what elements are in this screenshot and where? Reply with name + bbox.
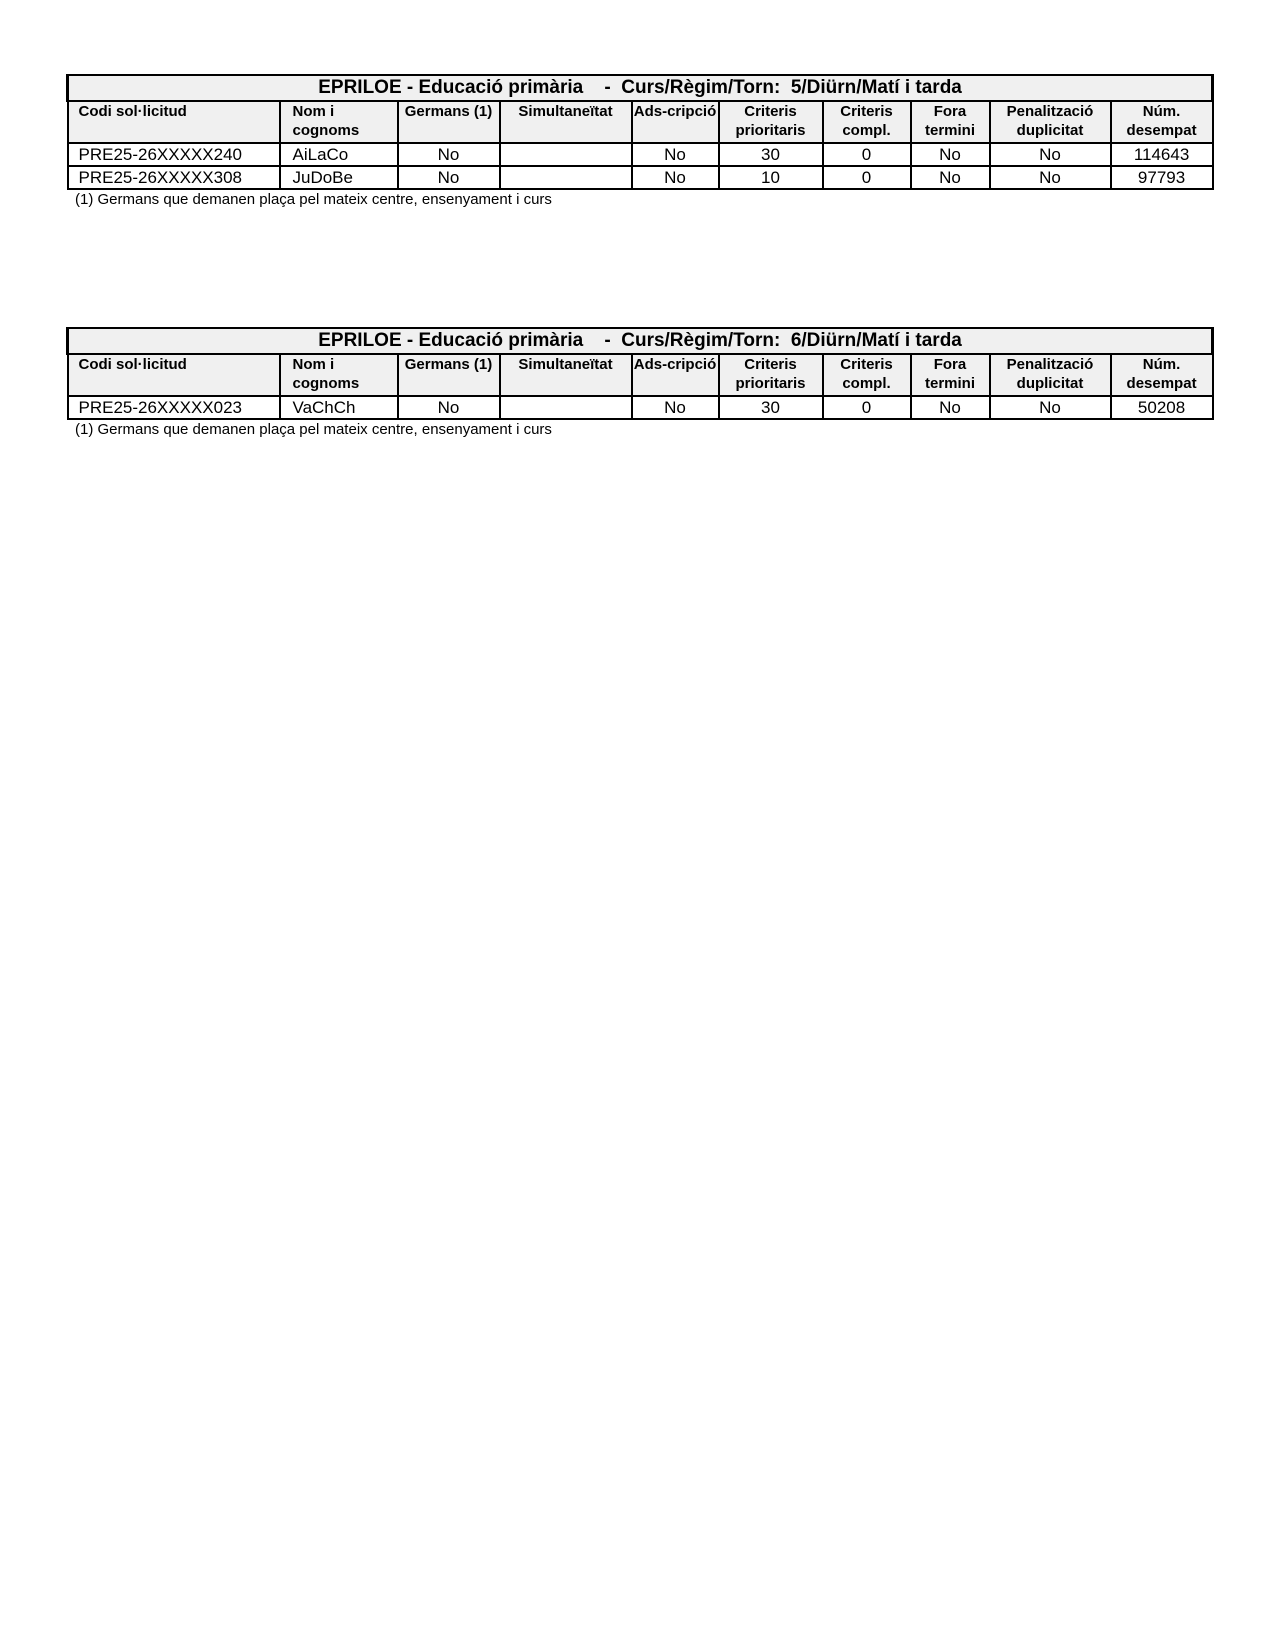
col-header-codi: Codi sol·licitud: [68, 101, 280, 143]
col-header-germans: Germans (1): [398, 354, 500, 396]
cell-codi: PRE25-26XXXXX023: [68, 396, 280, 419]
cell-simultaneitat: [500, 166, 632, 189]
cell-simultaneitat: [500, 396, 632, 419]
cell-fora-termini: No: [911, 166, 990, 189]
cell-adscripcio: No: [632, 143, 719, 166]
cell-germans: No: [398, 396, 500, 419]
cell-penalitzacio: No: [990, 166, 1111, 189]
cell-criteris-compl: 0: [823, 396, 911, 419]
footnote: (1) Germans que demanen plaça pel mateix centre, ensenyament i curs: [75, 421, 552, 438]
cell-nom: AiLaCo: [280, 143, 398, 166]
table-row: [68, 166, 1213, 189]
cell-germans: No: [398, 166, 500, 189]
col-header-fora-termini: Fora termini: [911, 354, 990, 396]
cell-num-desempat: 114643: [1111, 143, 1213, 166]
col-header-num-desempat: Núm. desempat: [1111, 354, 1213, 396]
col-header-criteris-compl: Criteris compl.: [823, 354, 911, 396]
col-header-penalitzacio: Penalització duplicitat: [990, 354, 1111, 396]
admission-table-2: [66, 327, 1214, 420]
col-header-codi: Codi sol·licitud: [68, 354, 280, 396]
admission-list-block-2: [66, 327, 1211, 439]
admission-list-block-1: [66, 74, 1211, 209]
cell-germans: No: [398, 143, 500, 166]
cell-criteris-compl: 0: [823, 143, 911, 166]
cell-simultaneitat: [500, 143, 632, 166]
col-header-simultaneitat: Simultaneïtat: [500, 354, 632, 396]
cell-criteris-prioritaris: 10: [719, 166, 823, 189]
col-header-penalitzacio: Penalització duplicitat: [990, 101, 1111, 143]
footnote: (1) Germans que demanen plaça pel mateix centre, ensenyament i curs: [75, 191, 552, 208]
col-header-fora-termini: Fora termini: [911, 101, 990, 143]
cell-criteris-compl: 0: [823, 166, 911, 189]
cell-codi: PRE25-26XXXXX308: [68, 166, 280, 189]
col-header-adscripcio: Ads-cripció: [632, 354, 719, 396]
cell-codi: PRE25-26XXXXX240: [68, 143, 280, 166]
table-title: EPRILOE - Educació primària - Curs/Règim/Torn: 5/Diürn/Matí i tarda: [68, 75, 1213, 101]
col-header-criteris-compl: Criteris compl.: [823, 101, 911, 143]
col-header-nom: Nom i cognoms: [280, 101, 398, 143]
col-header-nom: Nom i cognoms: [280, 354, 398, 396]
col-header-criteris-prioritaris: Criteris prioritaris: [719, 101, 823, 143]
cell-nom: JuDoBe: [280, 166, 398, 189]
cell-penalitzacio: No: [990, 143, 1111, 166]
col-header-simultaneitat: Simultaneïtat: [500, 101, 632, 143]
cell-criteris-prioritaris: 30: [719, 143, 823, 166]
cell-num-desempat: 50208: [1111, 396, 1213, 419]
col-header-adscripcio: Ads-cripció: [632, 101, 719, 143]
admission-table-1: [66, 74, 1214, 190]
table-title: EPRILOE - Educació primària - Curs/Règim/Torn: 6/Diürn/Matí i tarda: [68, 328, 1213, 354]
cell-fora-termini: No: [911, 396, 990, 419]
cell-fora-termini: No: [911, 143, 990, 166]
table-row: [68, 143, 1213, 166]
col-header-germans: Germans (1): [398, 101, 500, 143]
cell-penalitzacio: No: [990, 396, 1111, 419]
cell-adscripcio: No: [632, 166, 719, 189]
cell-nom: VaChCh: [280, 396, 398, 419]
col-header-num-desempat: Núm. desempat: [1111, 101, 1213, 143]
cell-num-desempat: 97793: [1111, 166, 1213, 189]
table-row: [68, 396, 1213, 419]
cell-adscripcio: No: [632, 396, 719, 419]
col-header-criteris-prioritaris: Criteris prioritaris: [719, 354, 823, 396]
cell-criteris-prioritaris: 30: [719, 396, 823, 419]
